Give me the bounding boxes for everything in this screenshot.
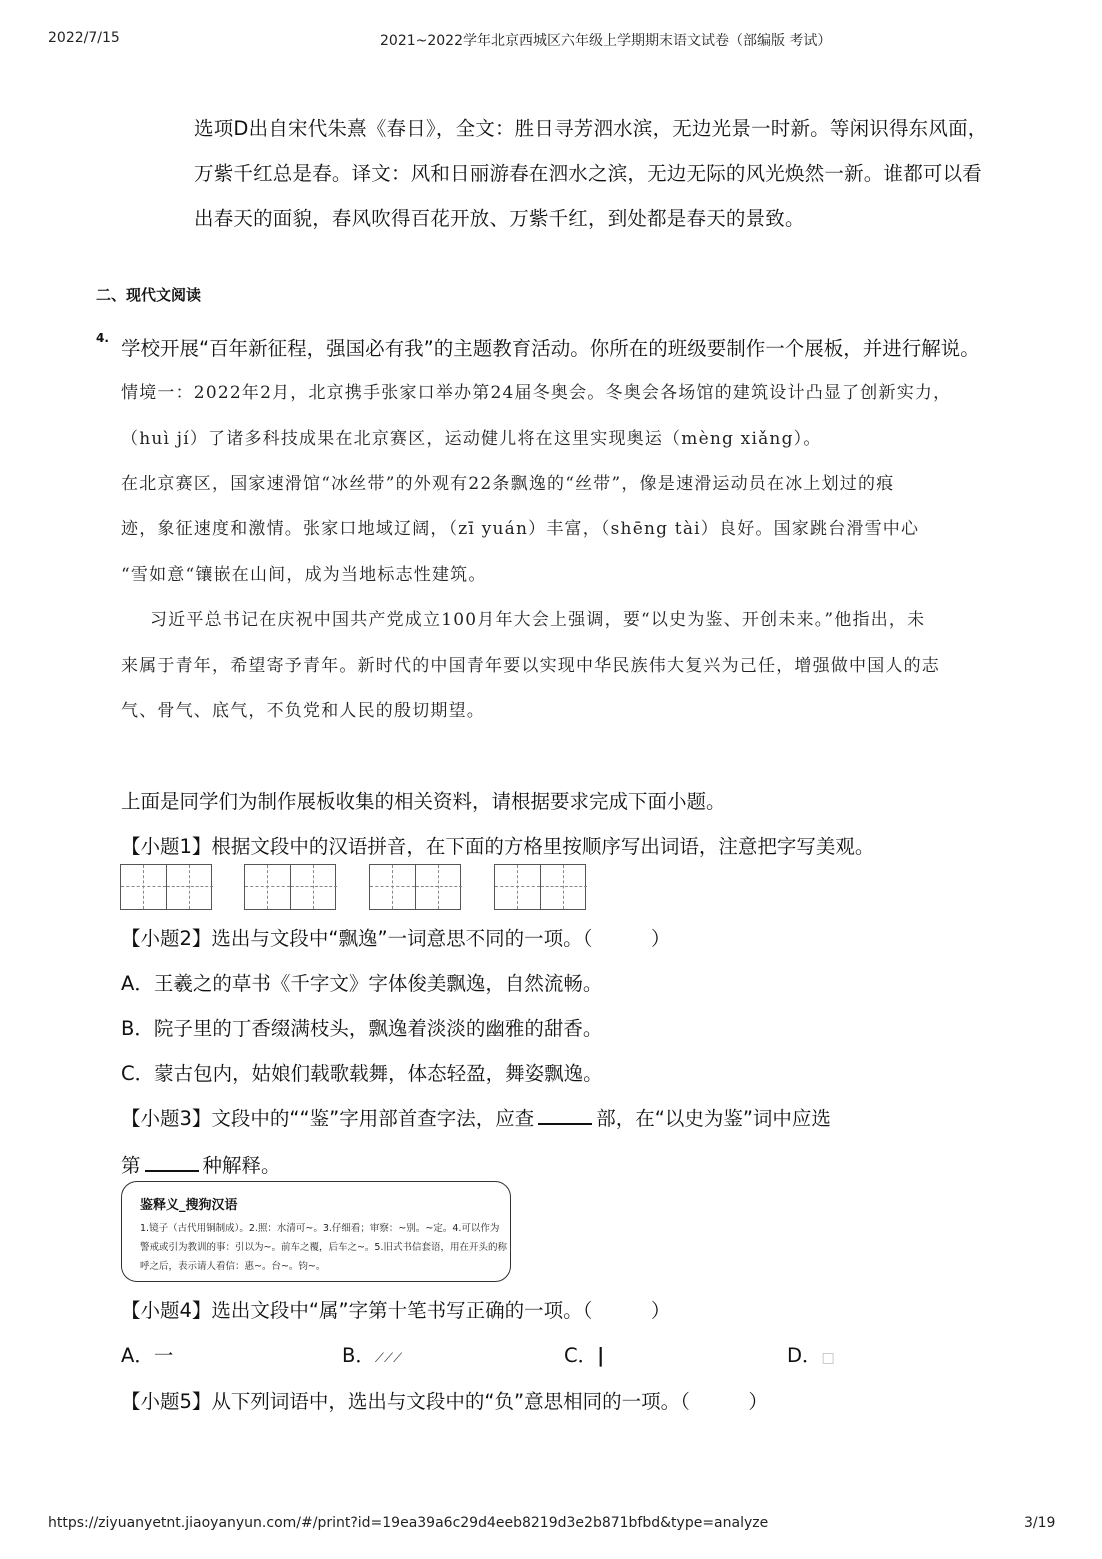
sub3-text-a: 【小题3】文段中的““鉴”字用部首查字法，应查 — [121, 1107, 535, 1130]
dictionary-line-1: 1.镜子（古代用铜制成）。2.照：水清可~。3.仔细看；审察：~别。~定。4.可以作为 — [140, 1223, 500, 1234]
question-number: 4. — [96, 331, 109, 345]
page-number: 3/19 — [1024, 1515, 1056, 1531]
sub-question-4: 【小题4】选出文段中“属”字第十笔书写正确的一项。（ ） — [121, 1299, 671, 1322]
document-title: 2021~2022学年北京西城区六年级上学期期末语文试卷（部编版 考试） — [380, 33, 832, 49]
sub-question-5: 【小题5】从下列词语中，选出与文段中的“负”意思相同的一项。（ ） — [121, 1390, 768, 1413]
writing-grid-3[interactable] — [369, 864, 461, 910]
sub4-option-c — [564, 1340, 604, 1368]
stroke-horizontal-glyph: 一 — [153, 1344, 174, 1367]
sub3-text-c: 第 — [121, 1154, 141, 1177]
sub4-option-b — [342, 1340, 402, 1368]
passage-line-7: 来属于青年，希望寄予青年。新时代的中国青年要以实现中华民族伟大复兴为己任，增强做中国人的志 — [121, 656, 940, 676]
sub2-option-a: A．王羲之的草书《千字文》字体俊美飘逸，自然流畅。 — [121, 972, 603, 995]
dictionary-line-3: 呼之后，表示请人看信：惠~。台~。钧~。 — [140, 1261, 326, 1272]
dictionary-line-2: 警戒或引为教训的事：引以为~。前车之覆，后车之~。5.旧式书信套语，用在开头的称 — [140, 1242, 507, 1253]
sub-question-2: 【小题2】选出与文段中“飘逸”一词意思不同的一项。（ ） — [121, 927, 671, 950]
question-prompt: 上面是同学们为制作展板收集的相关资料，请根据要求完成下面小题。 — [121, 790, 726, 813]
passage-line-6: 习近平总书记在庆祝中国共产党成立100月年大会上强调，要“以史为鉴、开创未来。”他指出，未 — [150, 610, 926, 630]
answer-blank-radical[interactable] — [538, 1121, 592, 1125]
explanation-line-2: 万紫千红总是春。译文：风和日丽游春在泗水之滨，无边无际的风光焕然一新。谁都可以看 — [194, 162, 983, 185]
writing-grid-4[interactable] — [494, 864, 586, 910]
missing-image-glyph: □ — [821, 1350, 835, 1366]
sub4-option-b-label: B． — [342, 1344, 375, 1367]
passage-line-5: “雪如意“镶嵌在山间，成为当地标志性建筑。 — [121, 565, 487, 585]
dictionary-card — [121, 1181, 511, 1282]
sub3-text-b: 部，在“以史为鉴”词中应选 — [596, 1107, 831, 1130]
explanation-line-3: 出春天的面貌，春风吹得百花开放、万紫千红，到处都是春天的景致。 — [194, 207, 805, 230]
section-title: 二、现代文阅读 — [96, 286, 202, 304]
dictionary-title: 鉴释义_搜狗汉语 — [140, 1198, 238, 1213]
answer-blank-meaning[interactable] — [145, 1168, 199, 1172]
sub4-option-a — [121, 1340, 173, 1368]
question-intro: 学校开展“百年新征程，强国必有我”的主题教育活动。你所在的班级要制作一个展板，并进行解说。 — [121, 337, 980, 360]
writing-grid-1[interactable] — [120, 864, 212, 910]
sub-question-1: 【小题1】根据文段中的汉语拼音，在下面的方格里按顺序写出词语，注意把字写美观。 — [121, 835, 875, 858]
sub3-text-d: 种解释。 — [202, 1154, 281, 1177]
sub4-option-d-label: D． — [787, 1344, 822, 1367]
stroke-slant-glyph: ⟋⟋⟋ — [374, 1351, 403, 1366]
passage-line-1: 情境一：2022年2月，北京携手张家口举办第24届冬奥会。冬奥会各场馆的建筑设计凸显了创新实力， — [121, 383, 952, 403]
sub4-option-c-label: C． — [564, 1344, 598, 1367]
passage-line-3: 在北京赛区，国家速滑馆“冰丝带”的外观有22条飘逸的“丝带”，像是速滑运动员在冰上划过的痕 — [121, 474, 895, 494]
stroke-vertical-glyph: | — [597, 1344, 605, 1367]
passage-line-4: 迹，象征速度和激情。张家口地域辽阔，（zī yuán）丰富，（shēng tài）良好。国家跳台滑雪中心 — [121, 519, 920, 539]
sub-question-3-line-2 — [121, 1150, 281, 1178]
passage-line-2: （huì jí）了诸多科技成果在北京赛区，运动健儿将在这里实现奥运（mèng xiǎng）。 — [121, 429, 822, 449]
sub-question-3-line-1 — [121, 1103, 831, 1131]
explanation-line-1: 选项D出自宋代朱熹《春日》，全文：胜日寻芳泗水滨，无边光景一时新。等闲识得东风面， — [194, 117, 988, 140]
passage-line-8: 气、骨气、底气，不负党和人民的殷切期望。 — [121, 701, 485, 721]
sub2-option-b: B．院子里的丁香缀满枝头，飘逸着淡淡的幽雅的甜香。 — [121, 1017, 603, 1040]
sub2-option-c: C．蒙古包内，姑娘们载歌载舞，体态轻盈，舞姿飘逸。 — [121, 1062, 603, 1085]
sub4-option-a-label: A． — [121, 1344, 154, 1367]
print-date: 2022/7/15 — [48, 30, 120, 46]
footer-url[interactable]: https://ziyuanyetnt.jiaoyanyun.com/#/print?id=19ea39a6c29d4eeb8219d3e2b871bfbd&type=analyze — [48, 1515, 769, 1531]
writing-grid-2[interactable] — [244, 864, 336, 910]
sub4-option-d — [787, 1340, 835, 1368]
